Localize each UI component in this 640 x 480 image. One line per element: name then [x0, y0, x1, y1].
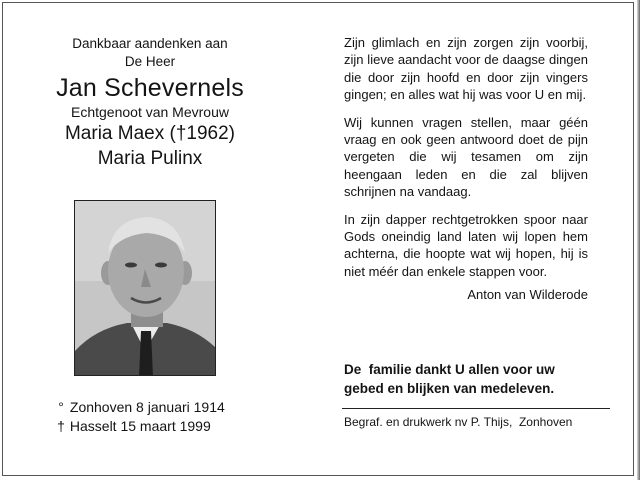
memorial-header	[30, 30, 270, 171]
divider	[342, 408, 610, 409]
birth-date: Zonhoven 8 januari 1914	[69, 399, 225, 415]
death-date: Hasselt 15 maart 1999	[69, 418, 211, 434]
life-dates	[56, 398, 266, 436]
intro-text: Dankbaar aandenken aan	[72, 36, 228, 51]
thanks-line-2: gebed en blijken van medeleven.	[344, 381, 555, 396]
family-thanks	[344, 360, 604, 398]
poem	[344, 34, 588, 303]
title-text: De Heer	[124, 54, 176, 69]
poem-paragraph-1: Zijn glimlach en zijn zorgen zijn voorbij, zijn lieve aandacht voor de daagse dingen die door zijn hoofd en door zijn vingers gingen; en alles wat hij was voor U en mij.	[344, 35, 588, 103]
portrait-photo-icon	[75, 201, 216, 376]
poem-paragraph-2: Wij kunnen vragen stellen, maar géén vraag en ook geen antwoord doet de pijn vergeten die wij tesamen om zijn heengaan leden en die zal blijven schrijnen na vandaag.	[344, 114, 588, 200]
birth-date-row	[56, 398, 266, 417]
birth-symbol: °	[58, 399, 64, 415]
deceased-name: Jan Schevernels	[56, 74, 244, 102]
thanks-line-1: De familie dankt U allen voor uw	[344, 362, 555, 377]
spouse-name-2: Maria Pulinx	[97, 148, 203, 169]
poem-author: Anton van Wilderode	[467, 287, 588, 303]
spouse-name-1: Maria Maex (†1962)	[64, 123, 236, 144]
death-symbol: †	[57, 418, 65, 434]
portrait-photo	[74, 200, 216, 376]
spouse-intro: Echtgenoot van Mevrouw	[71, 104, 229, 120]
death-date-row	[56, 417, 266, 436]
printer-credit: Begraf. en drukwerk nv P. Thijs, Zonhoven	[344, 415, 573, 429]
poem-paragraph-3: In zijn dapper rechtgetrokken spoor naar Gods oneindig land laten wij lopen hem achterna, die hoopte wat wij hopen, hij is niet méér dan enkele stappen voor.	[344, 211, 588, 279]
